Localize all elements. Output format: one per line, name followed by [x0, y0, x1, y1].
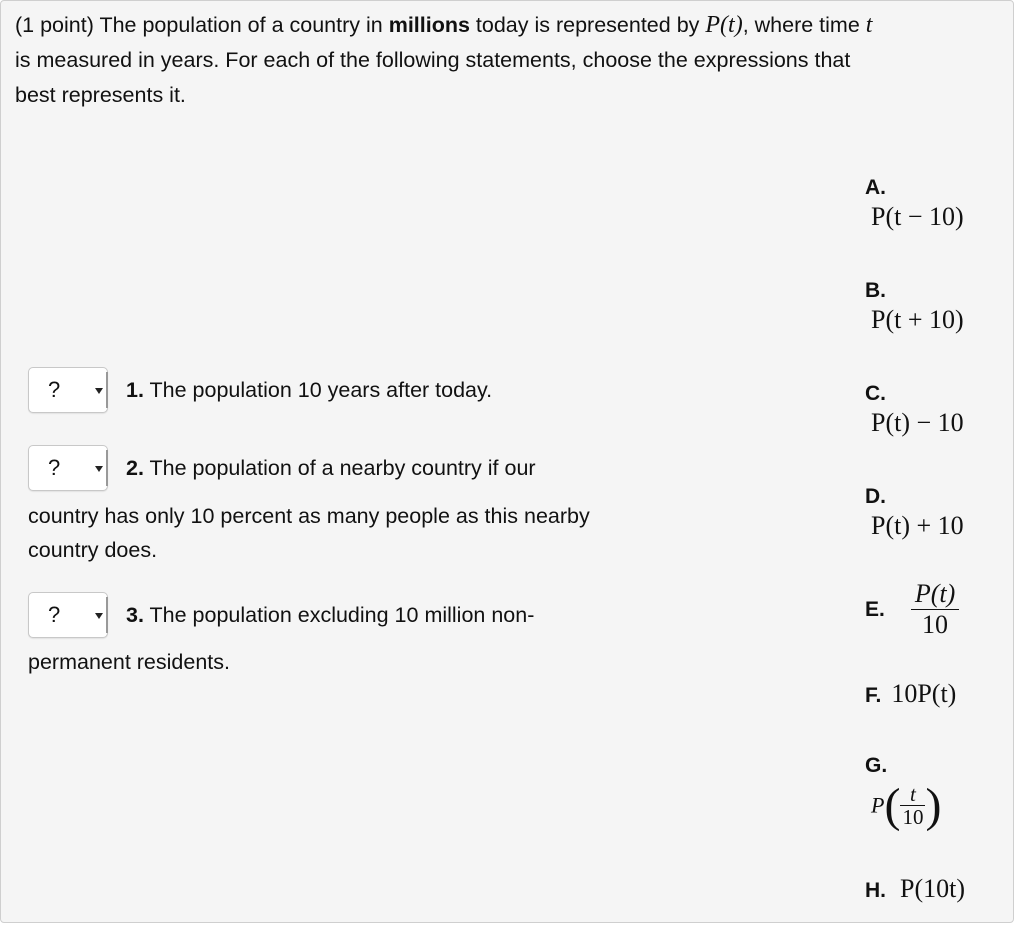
- option-expression: P(t + 10): [871, 305, 964, 334]
- fraction-numerator: P(t): [911, 579, 959, 610]
- option-expression: 10P(t): [891, 679, 957, 708]
- option-label: C.: [865, 382, 886, 405]
- intro-line2: is measured in years. For each of the following statements, choose the expressions that: [15, 48, 851, 72]
- answer-option-e: [865, 579, 959, 640]
- statement-2: [126, 451, 536, 485]
- answer-option-f: [865, 679, 956, 709]
- chevron-down-icon: [95, 613, 103, 619]
- fraction-numerator: t: [900, 783, 925, 806]
- chevron-down-icon: [95, 466, 103, 472]
- chevron-down-icon: [95, 388, 103, 394]
- intro-mid2: , where time: [742, 13, 866, 37]
- answer-option-h: [865, 874, 965, 904]
- answer-option-d: [865, 485, 964, 541]
- option-label: H.: [865, 879, 886, 902]
- statement-text: country has only 10 percent as many people as this nearby: [28, 504, 590, 528]
- intro-var: t: [865, 12, 873, 38]
- answer-select-3[interactable]: [28, 592, 108, 638]
- statement-text: The population of a nearby country if our: [143, 456, 536, 480]
- fraction-denominator: 10: [902, 805, 924, 829]
- problem-intro: [15, 8, 1005, 113]
- statement-text: The population 10 years after today.: [143, 378, 493, 402]
- select-value: ?: [48, 455, 61, 480]
- intro-prefix: (1 point) The population of a country in: [15, 13, 389, 37]
- option-expression: P( $\frac{t}{10}$ ): [871, 779, 942, 832]
- option-label: E.: [865, 597, 885, 621]
- option-label: F.: [865, 684, 882, 707]
- statement-text: The population excluding 10 million non-: [143, 603, 535, 627]
- intro-mid1: today is represented by: [469, 13, 706, 37]
- fraction-denominator: 10: [922, 610, 949, 639]
- statement-3-cont: [28, 645, 230, 679]
- statement-number: 1.: [126, 378, 144, 402]
- statement-2-cont: [28, 499, 590, 567]
- option-label: D.: [865, 485, 886, 508]
- option-label: G.: [865, 754, 888, 777]
- option-expression: P(t) + 10: [871, 511, 964, 540]
- option-label: A.: [865, 176, 886, 199]
- option-expression: P(t) − 10: [871, 408, 964, 437]
- statement-text: permanent residents.: [28, 650, 230, 674]
- statement-number: 3.: [126, 603, 144, 627]
- answer-select-2[interactable]: [28, 445, 108, 491]
- option-expression: P(10t): [900, 874, 965, 903]
- statement-text: country does.: [28, 538, 158, 562]
- intro-func: P(t): [705, 12, 743, 38]
- intro-bold: millions: [388, 13, 470, 37]
- statement-1: [126, 373, 492, 407]
- intro-line3: best represents it.: [15, 83, 186, 107]
- option-fraction: [911, 579, 959, 640]
- answer-option-g: [865, 754, 941, 833]
- answer-option-b: [865, 279, 964, 335]
- answer-option-a: [865, 176, 964, 232]
- answer-option-c: [865, 382, 964, 438]
- option-fraction: [900, 783, 925, 828]
- statement-3: [126, 598, 534, 632]
- option-label: B.: [865, 279, 886, 302]
- answer-select-1[interactable]: [28, 367, 108, 413]
- select-value: ?: [48, 377, 61, 402]
- statement-number: 2.: [126, 456, 144, 480]
- select-value: ?: [48, 602, 61, 627]
- function-name: P: [871, 792, 885, 818]
- option-expression: P(t − 10): [871, 202, 964, 231]
